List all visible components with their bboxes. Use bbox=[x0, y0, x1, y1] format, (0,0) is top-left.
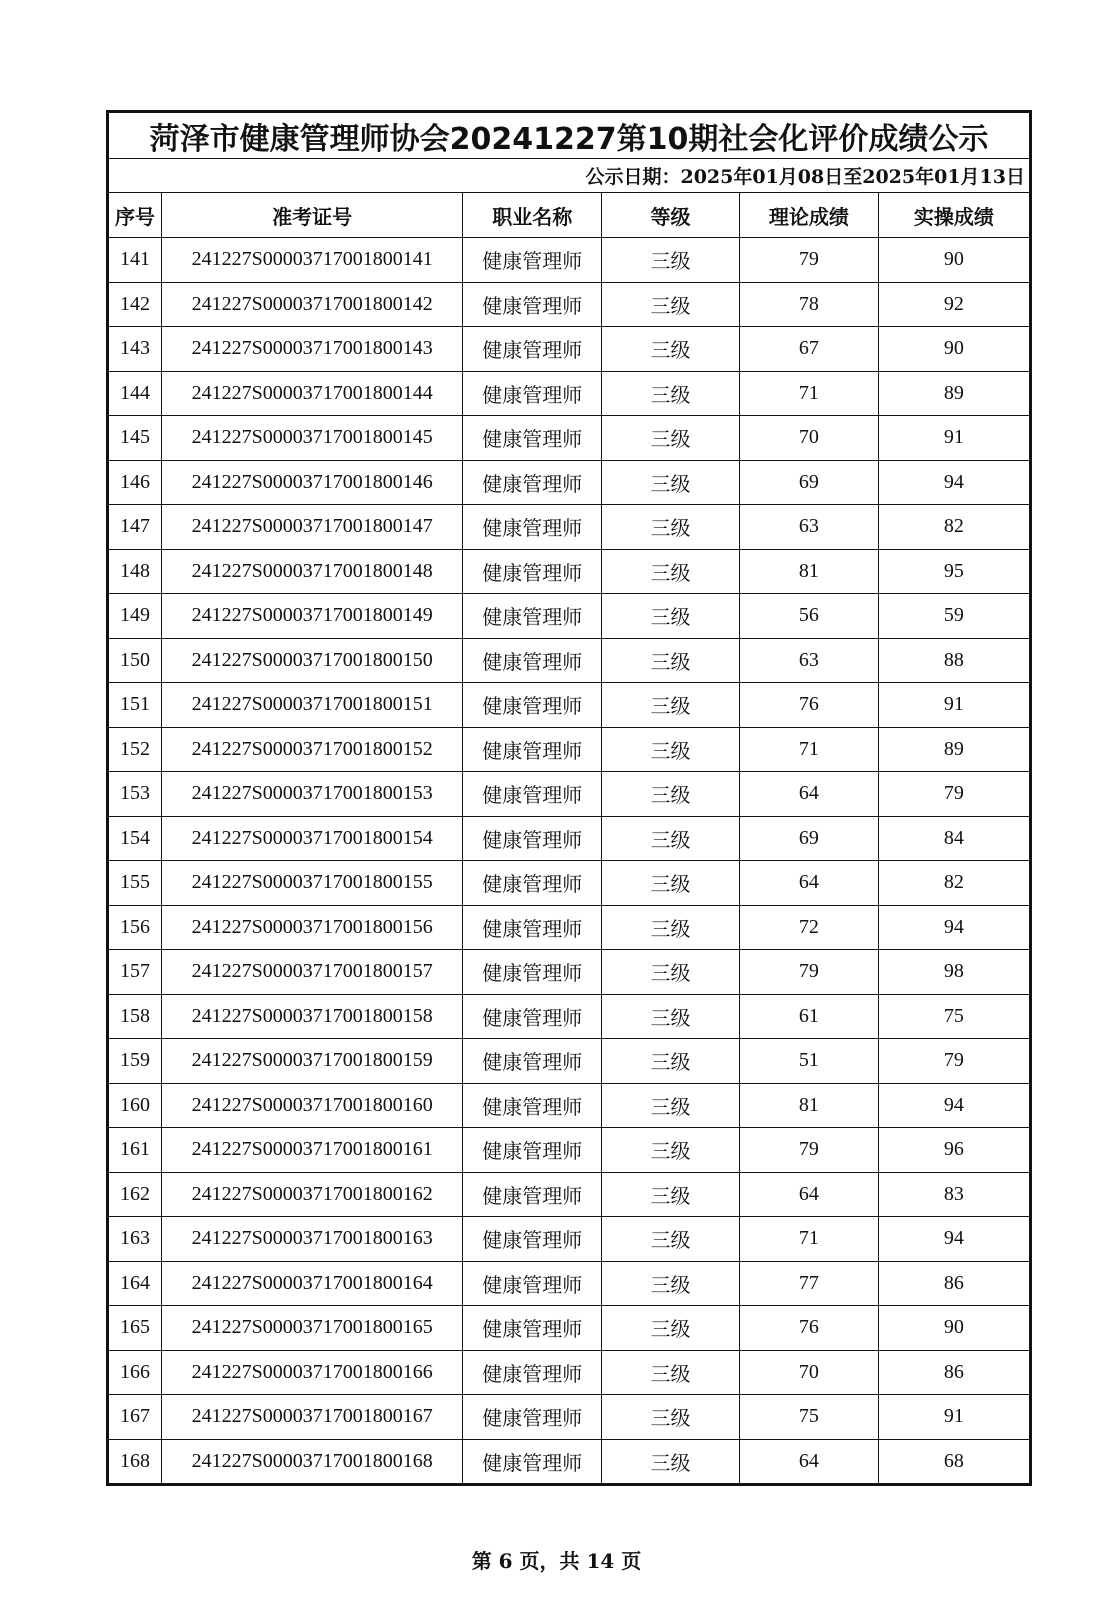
cell-seq: 141 bbox=[109, 238, 162, 283]
table-row bbox=[109, 371, 1030, 416]
cell-exam-id: 241227S00003717001800141 bbox=[162, 238, 463, 283]
table-row bbox=[109, 1306, 1030, 1351]
cell-theory-score: 64 bbox=[739, 772, 878, 817]
cell-seq: 145 bbox=[109, 416, 162, 461]
header-level: 等级 bbox=[602, 193, 740, 238]
header-practical-score: 实操成绩 bbox=[878, 193, 1029, 238]
score-table bbox=[108, 112, 1030, 1484]
cell-theory-score: 69 bbox=[739, 460, 878, 505]
table-row bbox=[109, 816, 1030, 861]
cell-occupation: 健康管理师 bbox=[463, 727, 602, 772]
cell-theory-score: 71 bbox=[739, 371, 878, 416]
cell-seq: 152 bbox=[109, 727, 162, 772]
cell-exam-id: 241227S00003717001800164 bbox=[162, 1261, 463, 1306]
cell-level: 三级 bbox=[602, 594, 740, 639]
cell-practical-score: 98 bbox=[878, 950, 1029, 995]
table-row bbox=[109, 1128, 1030, 1173]
cell-occupation: 健康管理师 bbox=[463, 505, 602, 550]
cell-level: 三级 bbox=[602, 950, 740, 995]
cell-practical-score: 90 bbox=[878, 238, 1029, 283]
cell-theory-score: 77 bbox=[739, 1261, 878, 1306]
cell-practical-score: 90 bbox=[878, 327, 1029, 372]
cell-level: 三级 bbox=[602, 683, 740, 728]
cell-practical-score: 68 bbox=[878, 1439, 1029, 1484]
cell-exam-id: 241227S00003717001800146 bbox=[162, 460, 463, 505]
cell-occupation: 健康管理师 bbox=[463, 683, 602, 728]
cell-occupation: 健康管理师 bbox=[463, 416, 602, 461]
cell-practical-score: 94 bbox=[878, 1217, 1029, 1262]
cell-theory-score: 69 bbox=[739, 816, 878, 861]
cell-practical-score: 88 bbox=[878, 638, 1029, 683]
cell-practical-score: 84 bbox=[878, 816, 1029, 861]
cell-level: 三级 bbox=[602, 371, 740, 416]
page-footer: 第 6 页，共 14 页 bbox=[471, 1549, 642, 1573]
cell-seq: 161 bbox=[109, 1128, 162, 1173]
cell-seq: 150 bbox=[109, 638, 162, 683]
cell-occupation: 健康管理师 bbox=[463, 371, 602, 416]
cell-level: 三级 bbox=[602, 1261, 740, 1306]
cell-exam-id: 241227S00003717001800161 bbox=[162, 1128, 463, 1173]
cell-practical-score: 91 bbox=[878, 416, 1029, 461]
cell-level: 三级 bbox=[602, 549, 740, 594]
cell-theory-score: 56 bbox=[739, 594, 878, 639]
cell-occupation: 健康管理师 bbox=[463, 282, 602, 327]
cell-seq: 144 bbox=[109, 371, 162, 416]
cell-practical-score: 94 bbox=[878, 460, 1029, 505]
cell-seq: 162 bbox=[109, 1172, 162, 1217]
cell-theory-score: 78 bbox=[739, 282, 878, 327]
cell-exam-id: 241227S00003717001800152 bbox=[162, 727, 463, 772]
cell-theory-score: 75 bbox=[739, 1395, 878, 1440]
cell-occupation: 健康管理师 bbox=[463, 1306, 602, 1351]
cell-level: 三级 bbox=[602, 282, 740, 327]
cell-seq: 155 bbox=[109, 861, 162, 906]
table-row bbox=[109, 505, 1030, 550]
header-seq: 序号 bbox=[109, 193, 162, 238]
score-sheet bbox=[106, 110, 1032, 1486]
cell-exam-id: 241227S00003717001800168 bbox=[162, 1439, 463, 1484]
cell-occupation: 健康管理师 bbox=[463, 638, 602, 683]
cell-exam-id: 241227S00003717001800167 bbox=[162, 1395, 463, 1440]
cell-exam-id: 241227S00003717001800144 bbox=[162, 371, 463, 416]
cell-occupation: 健康管理师 bbox=[463, 549, 602, 594]
cell-seq: 153 bbox=[109, 772, 162, 817]
cell-level: 三级 bbox=[602, 238, 740, 283]
cell-theory-score: 79 bbox=[739, 238, 878, 283]
table-row bbox=[109, 994, 1030, 1039]
cell-level: 三级 bbox=[602, 1217, 740, 1262]
cell-exam-id: 241227S00003717001800163 bbox=[162, 1217, 463, 1262]
cell-level: 三级 bbox=[602, 1439, 740, 1484]
table-row bbox=[109, 549, 1030, 594]
cell-theory-score: 81 bbox=[739, 1083, 878, 1128]
cell-seq: 167 bbox=[109, 1395, 162, 1440]
cell-exam-id: 241227S00003717001800156 bbox=[162, 905, 463, 950]
table-row bbox=[109, 1439, 1030, 1484]
table-row bbox=[109, 727, 1030, 772]
cell-exam-id: 241227S00003717001800148 bbox=[162, 549, 463, 594]
cell-theory-score: 63 bbox=[739, 638, 878, 683]
cell-theory-score: 76 bbox=[739, 1306, 878, 1351]
table-row bbox=[109, 683, 1030, 728]
cell-occupation: 健康管理师 bbox=[463, 772, 602, 817]
cell-level: 三级 bbox=[602, 327, 740, 372]
cell-seq: 166 bbox=[109, 1350, 162, 1395]
cell-occupation: 健康管理师 bbox=[463, 816, 602, 861]
cell-practical-score: 91 bbox=[878, 1395, 1029, 1440]
cell-seq: 158 bbox=[109, 994, 162, 1039]
cell-theory-score: 79 bbox=[739, 1128, 878, 1173]
cell-practical-score: 82 bbox=[878, 861, 1029, 906]
notice-date: 公示日期：2025年01月08日至2025年01月13日 bbox=[109, 159, 1030, 193]
cell-occupation: 健康管理师 bbox=[463, 1217, 602, 1262]
cell-theory-score: 64 bbox=[739, 1439, 878, 1484]
cell-level: 三级 bbox=[602, 416, 740, 461]
cell-level: 三级 bbox=[602, 1039, 740, 1084]
cell-seq: 146 bbox=[109, 460, 162, 505]
cell-exam-id: 241227S00003717001800143 bbox=[162, 327, 463, 372]
cell-practical-score: 86 bbox=[878, 1350, 1029, 1395]
cell-seq: 160 bbox=[109, 1083, 162, 1128]
cell-seq: 142 bbox=[109, 282, 162, 327]
cell-level: 三级 bbox=[602, 1128, 740, 1173]
cell-occupation: 健康管理师 bbox=[463, 950, 602, 995]
table-row bbox=[109, 1395, 1030, 1440]
header-row bbox=[109, 193, 1030, 238]
cell-exam-id: 241227S00003717001800145 bbox=[162, 416, 463, 461]
table-row bbox=[109, 638, 1030, 683]
cell-exam-id: 241227S00003717001800165 bbox=[162, 1306, 463, 1351]
cell-practical-score: 79 bbox=[878, 1039, 1029, 1084]
cell-exam-id: 241227S00003717001800154 bbox=[162, 816, 463, 861]
cell-seq: 168 bbox=[109, 1439, 162, 1484]
table-row bbox=[109, 282, 1030, 327]
page-title: 菏泽市健康管理师协会20241227第10期社会化评价成绩公示 bbox=[109, 113, 1030, 159]
cell-practical-score: 90 bbox=[878, 1306, 1029, 1351]
cell-exam-id: 241227S00003717001800166 bbox=[162, 1350, 463, 1395]
table-row bbox=[109, 1261, 1030, 1306]
cell-level: 三级 bbox=[602, 1083, 740, 1128]
cell-level: 三级 bbox=[602, 994, 740, 1039]
cell-theory-score: 72 bbox=[739, 905, 878, 950]
cell-occupation: 健康管理师 bbox=[463, 238, 602, 283]
cell-exam-id: 241227S00003717001800162 bbox=[162, 1172, 463, 1217]
cell-theory-score: 76 bbox=[739, 683, 878, 728]
table-row bbox=[109, 1217, 1030, 1262]
table-row bbox=[109, 905, 1030, 950]
table-row bbox=[109, 861, 1030, 906]
table-row bbox=[109, 238, 1030, 283]
cell-seq: 149 bbox=[109, 594, 162, 639]
cell-exam-id: 241227S00003717001800160 bbox=[162, 1083, 463, 1128]
cell-occupation: 健康管理师 bbox=[463, 994, 602, 1039]
cell-occupation: 健康管理师 bbox=[463, 1128, 602, 1173]
cell-seq: 151 bbox=[109, 683, 162, 728]
cell-theory-score: 71 bbox=[739, 727, 878, 772]
cell-seq: 163 bbox=[109, 1217, 162, 1262]
cell-occupation: 健康管理师 bbox=[463, 1350, 602, 1395]
cell-occupation: 健康管理师 bbox=[463, 861, 602, 906]
cell-practical-score: 95 bbox=[878, 549, 1029, 594]
cell-seq: 156 bbox=[109, 905, 162, 950]
cell-seq: 147 bbox=[109, 505, 162, 550]
cell-practical-score: 91 bbox=[878, 683, 1029, 728]
cell-seq: 157 bbox=[109, 950, 162, 995]
cell-theory-score: 71 bbox=[739, 1217, 878, 1262]
cell-theory-score: 51 bbox=[739, 1039, 878, 1084]
cell-theory-score: 79 bbox=[739, 950, 878, 995]
cell-practical-score: 94 bbox=[878, 905, 1029, 950]
cell-exam-id: 241227S00003717001800159 bbox=[162, 1039, 463, 1084]
cell-practical-score: 59 bbox=[878, 594, 1029, 639]
cell-level: 三级 bbox=[602, 1306, 740, 1351]
cell-exam-id: 241227S00003717001800157 bbox=[162, 950, 463, 995]
cell-exam-id: 241227S00003717001800155 bbox=[162, 861, 463, 906]
cell-level: 三级 bbox=[602, 1350, 740, 1395]
cell-level: 三级 bbox=[602, 1172, 740, 1217]
cell-level: 三级 bbox=[602, 505, 740, 550]
header-occupation: 职业名称 bbox=[463, 193, 602, 238]
cell-occupation: 健康管理师 bbox=[463, 1261, 602, 1306]
cell-theory-score: 61 bbox=[739, 994, 878, 1039]
cell-practical-score: 96 bbox=[878, 1128, 1029, 1173]
cell-practical-score: 92 bbox=[878, 282, 1029, 327]
cell-level: 三级 bbox=[602, 727, 740, 772]
cell-theory-score: 70 bbox=[739, 1350, 878, 1395]
cell-theory-score: 81 bbox=[739, 549, 878, 594]
cell-exam-id: 241227S00003717001800149 bbox=[162, 594, 463, 639]
cell-theory-score: 70 bbox=[739, 416, 878, 461]
table-row bbox=[109, 416, 1030, 461]
cell-practical-score: 94 bbox=[878, 1083, 1029, 1128]
header-exam-id: 准考证号 bbox=[162, 193, 463, 238]
cell-occupation: 健康管理师 bbox=[463, 1039, 602, 1084]
cell-level: 三级 bbox=[602, 861, 740, 906]
cell-level: 三级 bbox=[602, 1395, 740, 1440]
cell-seq: 154 bbox=[109, 816, 162, 861]
cell-exam-id: 241227S00003717001800151 bbox=[162, 683, 463, 728]
cell-occupation: 健康管理师 bbox=[463, 1439, 602, 1484]
cell-theory-score: 67 bbox=[739, 327, 878, 372]
header-theory-score: 理论成绩 bbox=[739, 193, 878, 238]
table-row bbox=[109, 1350, 1030, 1395]
table-row bbox=[109, 460, 1030, 505]
cell-practical-score: 89 bbox=[878, 371, 1029, 416]
cell-exam-id: 241227S00003717001800158 bbox=[162, 994, 463, 1039]
table-row bbox=[109, 1172, 1030, 1217]
table-row bbox=[109, 594, 1030, 639]
cell-occupation: 健康管理师 bbox=[463, 594, 602, 639]
cell-practical-score: 79 bbox=[878, 772, 1029, 817]
cell-practical-score: 82 bbox=[878, 505, 1029, 550]
table-row bbox=[109, 772, 1030, 817]
cell-level: 三级 bbox=[602, 816, 740, 861]
table-row bbox=[109, 950, 1030, 995]
cell-exam-id: 241227S00003717001800147 bbox=[162, 505, 463, 550]
cell-exam-id: 241227S00003717001800153 bbox=[162, 772, 463, 817]
table-row bbox=[109, 327, 1030, 372]
cell-exam-id: 241227S00003717001800142 bbox=[162, 282, 463, 327]
cell-theory-score: 63 bbox=[739, 505, 878, 550]
cell-occupation: 健康管理师 bbox=[463, 905, 602, 950]
cell-occupation: 健康管理师 bbox=[463, 327, 602, 372]
table-row bbox=[109, 1083, 1030, 1128]
cell-seq: 164 bbox=[109, 1261, 162, 1306]
cell-seq: 159 bbox=[109, 1039, 162, 1084]
cell-occupation: 健康管理师 bbox=[463, 1172, 602, 1217]
cell-level: 三级 bbox=[602, 638, 740, 683]
cell-practical-score: 86 bbox=[878, 1261, 1029, 1306]
cell-theory-score: 64 bbox=[739, 1172, 878, 1217]
cell-occupation: 健康管理师 bbox=[463, 1395, 602, 1440]
cell-level: 三级 bbox=[602, 772, 740, 817]
cell-exam-id: 241227S00003717001800150 bbox=[162, 638, 463, 683]
cell-seq: 165 bbox=[109, 1306, 162, 1351]
cell-practical-score: 83 bbox=[878, 1172, 1029, 1217]
table-row bbox=[109, 1039, 1030, 1084]
cell-theory-score: 64 bbox=[739, 861, 878, 906]
cell-occupation: 健康管理师 bbox=[463, 460, 602, 505]
cell-seq: 143 bbox=[109, 327, 162, 372]
cell-level: 三级 bbox=[602, 905, 740, 950]
cell-seq: 148 bbox=[109, 549, 162, 594]
cell-practical-score: 89 bbox=[878, 727, 1029, 772]
cell-level: 三级 bbox=[602, 460, 740, 505]
cell-occupation: 健康管理师 bbox=[463, 1083, 602, 1128]
cell-practical-score: 75 bbox=[878, 994, 1029, 1039]
